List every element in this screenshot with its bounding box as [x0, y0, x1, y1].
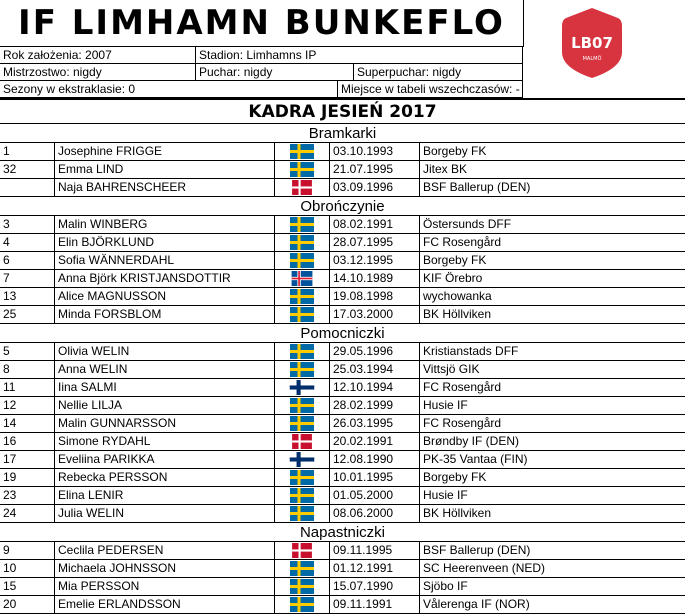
birth-date: 01.12.1991: [330, 560, 420, 577]
birth-date: 03.10.1993: [330, 143, 420, 160]
previous-club: Husie IF: [423, 488, 468, 502]
sweden-flag-icon: [275, 234, 330, 251]
player-name: Elin BJÖRKLUND: [55, 234, 275, 251]
player-name: Julia WELIN: [55, 505, 275, 522]
player-row: [0, 469, 685, 487]
player-row: [0, 161, 685, 179]
player-name: Emelie ERLANDSSON: [55, 596, 275, 613]
birth-date: 12.08.1990: [330, 451, 420, 468]
squad-table: [0, 124, 685, 614]
player-number: 32: [0, 161, 55, 178]
birth-date: 08.06.2000: [330, 505, 420, 522]
player-name: Malin GUNNARSSON: [55, 415, 275, 432]
denmark-flag-icon: [275, 179, 330, 196]
birth-date: 21.07.1995: [330, 161, 420, 178]
player-name: Michaela JOHNSSON: [55, 560, 275, 577]
section-heading: Pomocniczki: [0, 324, 685, 343]
player-row: [0, 505, 685, 523]
section-heading: Bramkarki: [0, 124, 685, 143]
championship-info: Mistrzostwo: nigdy: [0, 64, 196, 81]
player-name: Emma LIND: [55, 161, 275, 178]
club-header: [0, 0, 685, 97]
player-name: Iina SALMI: [55, 379, 275, 396]
previous-club: BSF Ballerup (DEN): [423, 543, 531, 557]
player-row: [0, 578, 685, 596]
birth-date: 09.11.1991: [330, 596, 420, 613]
player-name: Alice MAGNUSSON: [55, 288, 275, 305]
denmark-flag-icon: [275, 542, 330, 559]
player-name: Anna Björk KRISTJANSDOTTIR: [55, 270, 275, 287]
player-number: 17: [0, 451, 55, 468]
player-row: [0, 433, 685, 451]
player-row: [0, 252, 685, 270]
club-title: IF LIMHAMN BUNKEFLO: [0, 0, 524, 47]
player-row: [0, 397, 685, 415]
player-number: 9: [0, 542, 55, 559]
previous-club: BK Höllviken: [423, 307, 492, 321]
player-number: 7: [0, 270, 55, 287]
player-name: Anna WELIN: [55, 361, 275, 378]
logo-subtext: MALMÖ: [582, 56, 602, 62]
sweden-flag-icon: [275, 343, 330, 360]
birth-date: 14.10.1989: [330, 270, 420, 287]
sweden-flag-icon: [275, 216, 330, 233]
finland-flag-icon: [275, 451, 330, 468]
previous-club: Jitex BK: [423, 162, 468, 176]
player-row: [0, 415, 685, 433]
player-number: [0, 179, 55, 196]
sweden-flag-icon: [275, 143, 330, 160]
sweden-flag-icon: [275, 252, 330, 269]
seasons-info: Sezony w ekstraklasie: 0: [0, 81, 338, 98]
birth-date: 01.05.2000: [330, 487, 420, 504]
player-name: Elina LENIR: [55, 487, 275, 504]
birth-date: 03.09.1996: [330, 179, 420, 196]
player-row: [0, 596, 685, 614]
player-row: [0, 143, 685, 161]
player-number: 20: [0, 596, 55, 613]
player-name: Josephine FRIGGE: [55, 143, 275, 160]
player-row: [0, 361, 685, 379]
player-name: Ceclila PEDERSEN: [55, 542, 275, 559]
previous-club: Borgeby FK: [423, 470, 487, 484]
player-number: 10: [0, 560, 55, 577]
previous-club: SC Heerenveen (NED): [423, 561, 546, 575]
player-row: [0, 451, 685, 469]
previous-club: Kristianstads DFF: [423, 344, 519, 358]
previous-club: BK Höllviken: [423, 506, 492, 520]
previous-club: FC Rosengård: [423, 416, 502, 430]
birth-date: 28.02.1999: [330, 397, 420, 414]
player-name: Nellie LILJA: [55, 397, 275, 414]
sweden-flag-icon: [275, 596, 330, 613]
player-row: [0, 542, 685, 560]
player-name: Simone RYDAHL: [55, 433, 275, 450]
player-row: [0, 306, 685, 324]
previous-club: Vittsjö GIK: [423, 362, 480, 376]
player-number: 14: [0, 415, 55, 432]
player-row: [0, 234, 685, 252]
player-row: [0, 487, 685, 505]
birth-date: 15.07.1990: [330, 578, 420, 595]
player-number: 23: [0, 487, 55, 504]
squad-title: KADRA JESIEŃ 2017: [0, 98, 685, 124]
player-row: [0, 560, 685, 578]
previous-club: Borgeby FK: [423, 253, 487, 267]
birth-date: 09.11.1995: [330, 542, 420, 559]
finland-flag-icon: [275, 379, 330, 396]
player-number: 16: [0, 433, 55, 450]
sweden-flag-icon: [275, 397, 330, 414]
player-number: 5: [0, 343, 55, 360]
previous-club: PK-35 Vantaa (FIN): [423, 452, 528, 466]
birth-date: 19.08.1998: [330, 288, 420, 305]
player-row: [0, 216, 685, 234]
iceland-flag-icon: [275, 270, 330, 287]
birth-date: 10.01.1995: [330, 469, 420, 486]
player-name: Rebecka PERSSON: [55, 469, 275, 486]
previous-club: BSF Ballerup (DEN): [423, 180, 531, 194]
player-row: [0, 288, 685, 306]
player-number: 12: [0, 397, 55, 414]
player-number: 13: [0, 288, 55, 305]
cup-info: Puchar: nigdy: [196, 64, 354, 81]
player-number: 11: [0, 379, 55, 396]
section-heading: Napastniczki: [0, 523, 685, 542]
previous-club: Sjöbo IF: [423, 579, 468, 593]
sweden-flag-icon: [275, 578, 330, 595]
player-name: Malin WINBERG: [55, 216, 275, 233]
player-number: 19: [0, 469, 55, 486]
previous-club: Brøndby IF (DEN): [423, 434, 520, 448]
player-name: Olivia WELIN: [55, 343, 275, 360]
player-row: [0, 379, 685, 397]
sweden-flag-icon: [275, 161, 330, 178]
player-number: 15: [0, 578, 55, 595]
player-row: [0, 270, 685, 288]
previous-club: Borgeby FK: [423, 144, 487, 158]
player-name: Mia PERSSON: [55, 578, 275, 595]
birth-date: 08.02.1991: [330, 216, 420, 233]
player-number: 8: [0, 361, 55, 378]
previous-club: FC Rosengård: [423, 235, 502, 249]
birth-date: 12.10.1994: [330, 379, 420, 396]
player-number: 3: [0, 216, 55, 233]
alltime-info: Miejsce w tabeli wszechczasów: -: [338, 81, 523, 98]
player-number: 6: [0, 252, 55, 269]
player-number: 4: [0, 234, 55, 251]
previous-club: Vålerenga IF (NOR): [423, 597, 530, 611]
player-name: Minda FORSBLOM: [55, 306, 275, 323]
player-row: [0, 179, 685, 197]
sweden-flag-icon: [275, 288, 330, 305]
player-number: 1: [0, 143, 55, 160]
player-number: 25: [0, 306, 55, 323]
sweden-flag-icon: [275, 469, 330, 486]
supercup-info: Superpuchar: nigdy: [354, 64, 523, 81]
sweden-flag-icon: [275, 560, 330, 577]
birth-date: 28.07.1995: [330, 234, 420, 251]
birth-date: 29.05.1996: [330, 343, 420, 360]
sweden-flag-icon: [275, 361, 330, 378]
founded-info: Rok założenia: 2007: [0, 47, 196, 64]
previous-club: Östersunds DFF: [423, 217, 512, 231]
previous-club: KIF Örebro: [423, 271, 483, 285]
denmark-flag-icon: [275, 433, 330, 450]
player-name: Sofia WÄNNERDAHL: [55, 252, 275, 269]
sweden-flag-icon: [275, 505, 330, 522]
sweden-flag-icon: [275, 415, 330, 432]
player-row: [0, 343, 685, 361]
birth-date: 03.12.1995: [330, 252, 420, 269]
club-logo: [560, 6, 624, 80]
birth-date: 25.03.1994: [330, 361, 420, 378]
logo-text: LB07: [571, 34, 613, 52]
previous-club: Husie IF: [423, 398, 468, 412]
sweden-flag-icon: [275, 306, 330, 323]
player-name: Eveliina PARIKKA: [55, 451, 275, 468]
player-number: 24: [0, 505, 55, 522]
player-name: Naja BAHRENSCHEER: [55, 179, 275, 196]
birth-date: 26.03.1995: [330, 415, 420, 432]
birth-date: 20.02.1991: [330, 433, 420, 450]
birth-date: 17.03.2000: [330, 306, 420, 323]
previous-club: FC Rosengård: [423, 380, 502, 394]
stadium-info: Stadion: Limhamns IP: [196, 47, 523, 64]
previous-club: wychowanka: [423, 289, 492, 303]
sweden-flag-icon: [275, 487, 330, 504]
section-heading: Obrończynie: [0, 197, 685, 216]
